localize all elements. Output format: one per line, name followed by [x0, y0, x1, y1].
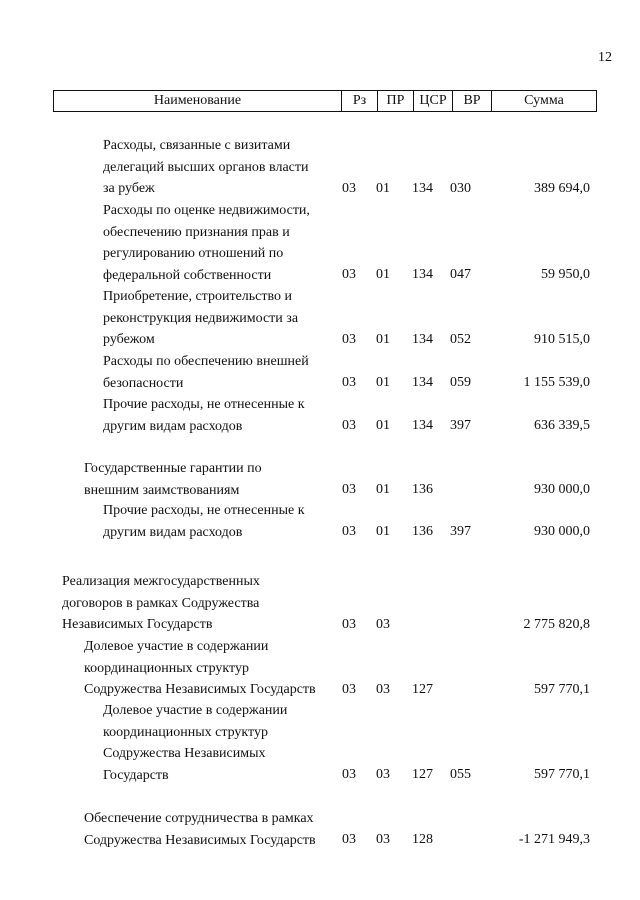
row-pr: 03: [376, 617, 390, 632]
header-sum: Сумма: [524, 93, 564, 108]
row-rz: 03: [342, 832, 356, 847]
row-sum: -1 271 949,3: [518, 832, 590, 847]
row-pr: 01: [376, 482, 390, 497]
page-number: 12: [598, 50, 612, 65]
header-vr: ВР: [453, 91, 492, 111]
row-sum: 59 950,0: [541, 267, 590, 282]
row-csr: 134: [412, 267, 433, 282]
row-name: Приобретение, строительство и реконструкция недвижимости за рубежом: [103, 289, 299, 347]
row-name: Долевое участие в содержании координационных структур Содружества Независимых Государств: [84, 639, 316, 697]
row-vr: 047: [450, 267, 471, 282]
row-sum: 597 770,1: [534, 767, 590, 782]
row-vr: 052: [450, 332, 471, 347]
row-csr: 136: [412, 524, 433, 539]
header-pr: ПР: [378, 91, 414, 111]
row-name: Расходы по обеспечению внешней безопасности: [103, 354, 309, 391]
row-sum: 930 000,0: [534, 524, 590, 539]
row-pr: 01: [376, 418, 390, 433]
header-csr: ЦСР: [414, 91, 453, 111]
row-pr: 01: [376, 332, 390, 347]
row-sum: 2 775 820,8: [523, 617, 590, 632]
table-header: [53, 90, 597, 112]
row-name: Государственные гарантии по внешним заимствованиям: [84, 461, 262, 498]
header-rz: Рз: [342, 91, 378, 111]
row-name: Расходы по оценке недвижимости, обеспечению признания прав и регулированию отношений по федеральной собственности: [103, 203, 310, 283]
row-pr: 03: [376, 767, 390, 782]
row-rz: 03: [342, 682, 356, 697]
row-sum: 389 694,0: [534, 181, 590, 196]
row-sum: 910 515,0: [534, 332, 590, 347]
row-rz: 03: [342, 524, 356, 539]
row-rz: 03: [342, 418, 356, 433]
row-name: Прочие расходы, не отнесенные к другим видам расходов: [103, 503, 305, 540]
row-pr: 01: [376, 524, 390, 539]
row-name: Расходы, связанные с визитами делегаций высших органов власти за рубеж: [103, 138, 309, 196]
row-pr: 01: [376, 375, 390, 390]
row-rz: 03: [342, 617, 356, 632]
row-rz: 03: [342, 181, 356, 196]
row-csr: 134: [412, 181, 433, 196]
row-pr: 03: [376, 682, 390, 697]
row-csr: 127: [412, 682, 433, 697]
row-pr: 01: [376, 181, 390, 196]
row-pr: 03: [376, 832, 390, 847]
row-sum: 930 000,0: [534, 482, 590, 497]
row-sum: 636 339,5: [534, 418, 590, 433]
row-sum: 597 770,1: [534, 682, 590, 697]
row-sum: 1 155 539,0: [523, 375, 590, 390]
row-rz: 03: [342, 375, 356, 390]
row-csr: 134: [412, 418, 433, 433]
row-vr: 059: [450, 375, 471, 390]
row-vr: 030: [450, 181, 471, 196]
row-rz: 03: [342, 767, 356, 782]
header-name: Наименование: [54, 91, 342, 111]
row-name: Прочие расходы, не отнесенные к другим видам расходов: [103, 397, 305, 434]
row-rz: 03: [342, 482, 356, 497]
row-csr: 128: [412, 832, 433, 847]
row-rz: 03: [342, 267, 356, 282]
row-name: Обеспечение сотрудничества в рамках Содружества Независимых Государств: [84, 811, 316, 848]
row-csr: 136: [412, 482, 433, 497]
row-name: Реализация межгосударственных договоров в рамках Содружества Независимых Государств: [62, 574, 260, 632]
row-vr: 397: [450, 524, 471, 539]
row-name: Долевое участие в содержании координационных структур Содружества Независимых Государств: [103, 703, 288, 783]
row-vr: 397: [450, 418, 471, 433]
row-csr: 127: [412, 767, 433, 782]
row-pr: 01: [376, 267, 390, 282]
row-csr: 134: [412, 375, 433, 390]
row-rz: 03: [342, 332, 356, 347]
row-csr: 134: [412, 332, 433, 347]
row-vr: 055: [450, 767, 471, 782]
